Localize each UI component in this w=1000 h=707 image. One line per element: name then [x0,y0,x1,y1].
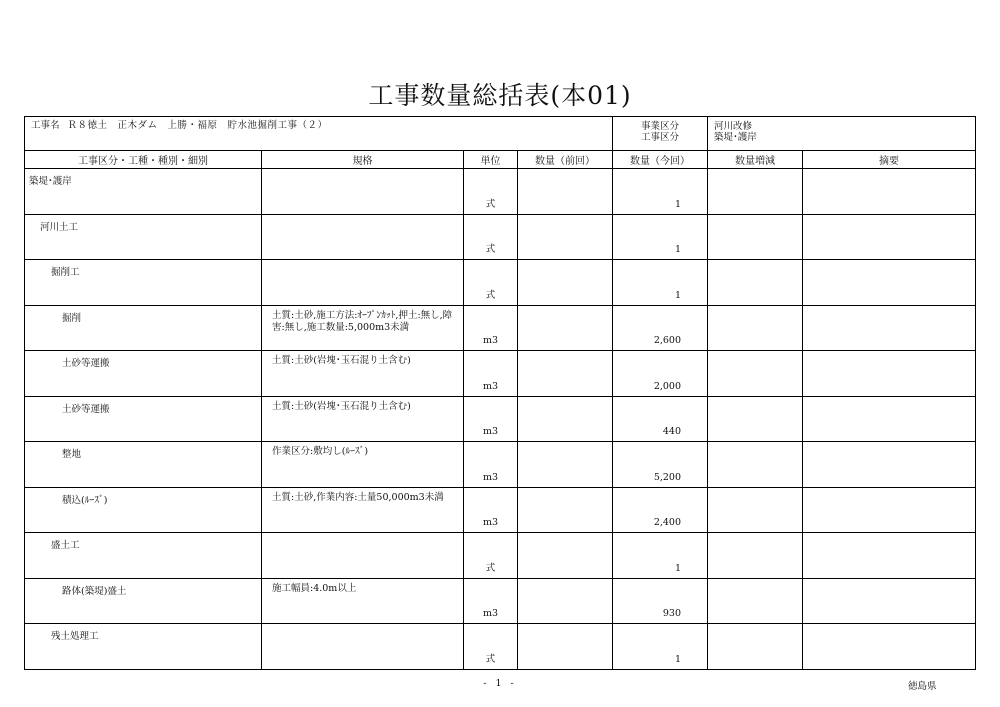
item-spec: 作業区分:敷均し(ﾙｰｽﾞ) [272,446,369,457]
diff-cell [708,487,803,533]
diff-cell [708,396,803,442]
col-header-spec: 規格 [262,151,464,169]
item-qty: 5,200 [653,471,682,483]
col-header-diff: 数量増減 [708,151,803,169]
note-cell [803,396,976,442]
business-class-label: 事業区分 [641,121,680,132]
item-unit: 式 [485,198,496,210]
table-row [25,214,976,260]
table-body [25,169,976,670]
item-qty: 1 [674,653,682,665]
item-unit: 式 [485,653,496,665]
item-unit: m3 [482,608,499,619]
diff-cell [708,533,803,579]
qty-cell [613,260,708,306]
diff-cell [708,214,803,260]
item-qty: 930 [662,608,682,619]
note-cell [803,351,976,397]
page-title: 工事数量総括表(本01) [368,81,632,110]
item-spec: 土質:土砂,施工方法:ｵｰﾌﾟﾝｶｯﾄ,押土:無し,障害:無し,施工数量:5,000m3未満 [272,309,453,333]
note-cell [803,624,976,670]
item-name: 掘削 [62,312,82,324]
note-cell [803,578,976,624]
table-row [25,351,976,397]
qty-cell [613,487,708,533]
spec-cell [262,533,464,579]
note-cell [803,442,976,488]
item-name-cell [25,351,262,397]
item-unit: m3 [482,335,499,346]
diff-cell [708,169,803,215]
spec-cell [262,578,464,624]
spec-cell [262,442,464,488]
item-name-cell [25,442,262,488]
qty-cell [613,442,708,488]
item-name-cell [25,396,262,442]
spec-cell [262,624,464,670]
item-spec [262,169,463,173]
table-row [25,487,976,533]
item-name-cell [25,169,262,215]
table-row [25,533,976,579]
unit-cell [464,533,518,579]
prev-qty-cell [518,442,613,488]
qty-cell [613,578,708,624]
page-number: - 1 - [483,678,517,689]
item-spec: 施工幅員:4.0m以上 [272,582,357,594]
prev-qty-cell [518,305,613,351]
item-qty: 1 [674,562,682,574]
item-qty: 1 [674,244,682,255]
item-name: 築堤･護岸 [29,176,72,187]
unit-cell [464,396,518,442]
note-cell [803,214,976,260]
note-cell [803,487,976,533]
table-row [25,624,976,670]
classification-values [708,117,976,151]
item-name-cell [25,533,262,579]
item-name: 掘削工 [51,267,80,278]
item-name: 残土処理工 [51,631,99,642]
item-name-cell [25,624,262,670]
diff-cell [708,578,803,624]
spec-cell [262,169,464,215]
project-cell [25,117,613,151]
prev-qty-cell [518,396,613,442]
spec-cell [262,396,464,442]
table-row [25,260,976,306]
project-header-row [25,117,976,151]
prev-qty-cell [518,578,613,624]
prev-qty-cell [518,351,613,397]
quantity-summary-table [24,116,976,670]
qty-cell [613,169,708,215]
column-header-row [25,151,976,169]
note-cell [803,169,976,215]
item-name-cell [25,214,262,260]
table-row [25,578,976,624]
spec-cell [262,351,464,397]
col-header-prev-qty: 数量（前回） [518,151,613,169]
classification-labels [613,117,708,151]
table-row [25,169,976,215]
item-spec: 土質:土砂(岩塊･玉石混り土含む) [272,355,411,366]
item-spec [262,215,463,219]
note-cell [803,260,976,306]
item-name: 土砂等運搬 [62,403,110,415]
unit-cell [464,305,518,351]
item-name: 整地 [62,449,82,460]
item-spec: 土質:土砂,作業内容:土量50,000m3未満 [272,491,444,503]
unit-cell [464,169,518,215]
item-qty: 2,400 [653,517,682,528]
unit-cell [464,260,518,306]
prev-qty-cell [518,487,613,533]
item-spec [262,260,463,264]
unit-cell [464,624,518,670]
business-class-value: 河川改修 [714,121,753,132]
prefecture-name: 徳島県 [908,681,937,692]
prev-qty-cell [518,624,613,670]
prev-qty-cell [518,169,613,215]
item-name-cell [25,487,262,533]
item-spec [262,624,463,628]
spec-cell [262,305,464,351]
item-name-cell [25,305,262,351]
unit-cell [464,487,518,533]
item-qty: 1 [674,289,682,301]
item-name: 盛土工 [51,540,80,551]
project-name: Ｒ８徳土 正木ダム 上勝・福原 貯水池掘削工事（２） [67,120,328,131]
item-unit: 式 [485,562,496,574]
qty-cell [613,624,708,670]
item-name: 積込(ﾙｰｽﾞ) [62,494,108,506]
item-unit: m3 [482,471,499,483]
col-header-category: 工事区分・工種・種別・細別 [25,151,262,169]
item-unit: m3 [482,380,499,392]
spec-cell [262,214,464,260]
prev-qty-cell [518,260,613,306]
item-unit: m3 [482,426,499,437]
qty-cell [613,214,708,260]
item-unit: 式 [485,289,496,301]
unit-cell [464,442,518,488]
item-name-cell [25,578,262,624]
unit-cell [464,214,518,260]
diff-cell [708,442,803,488]
spec-cell [262,260,464,306]
diff-cell [708,624,803,670]
qty-cell [613,305,708,351]
prev-qty-cell [518,214,613,260]
col-header-qty: 数量（今回） [613,151,708,169]
spec-cell [262,487,464,533]
qty-cell [613,351,708,397]
table-row [25,396,976,442]
unit-cell [464,351,518,397]
table-row [25,305,976,351]
project-label: 工事名 [31,120,60,131]
item-qty: 2,000 [653,380,682,392]
work-class-label: 工事区分 [641,132,680,143]
prev-qty-cell [518,533,613,579]
diff-cell [708,351,803,397]
item-name-cell [25,260,262,306]
item-name: 土砂等運搬 [62,358,110,369]
item-qty: 2,600 [653,335,682,346]
qty-cell [613,396,708,442]
note-cell [803,305,976,351]
diff-cell [708,260,803,306]
item-unit: m3 [482,517,499,528]
item-qty: 440 [662,426,682,437]
item-name: 路体(築堤)盛土 [62,585,127,597]
item-spec [262,533,463,537]
item-spec: 土質:土砂(岩塊･玉石混り土含む) [272,400,411,412]
diff-cell [708,305,803,351]
col-header-note: 摘要 [803,151,976,169]
col-header-unit: 単位 [464,151,518,169]
work-class-value: 築堤･護岸 [714,132,757,143]
item-unit: 式 [485,244,496,255]
table-row [25,442,976,488]
qty-cell [613,533,708,579]
item-qty: 1 [674,198,682,210]
note-cell [803,533,976,579]
unit-cell [464,578,518,624]
item-name: 河川土工 [40,221,79,233]
